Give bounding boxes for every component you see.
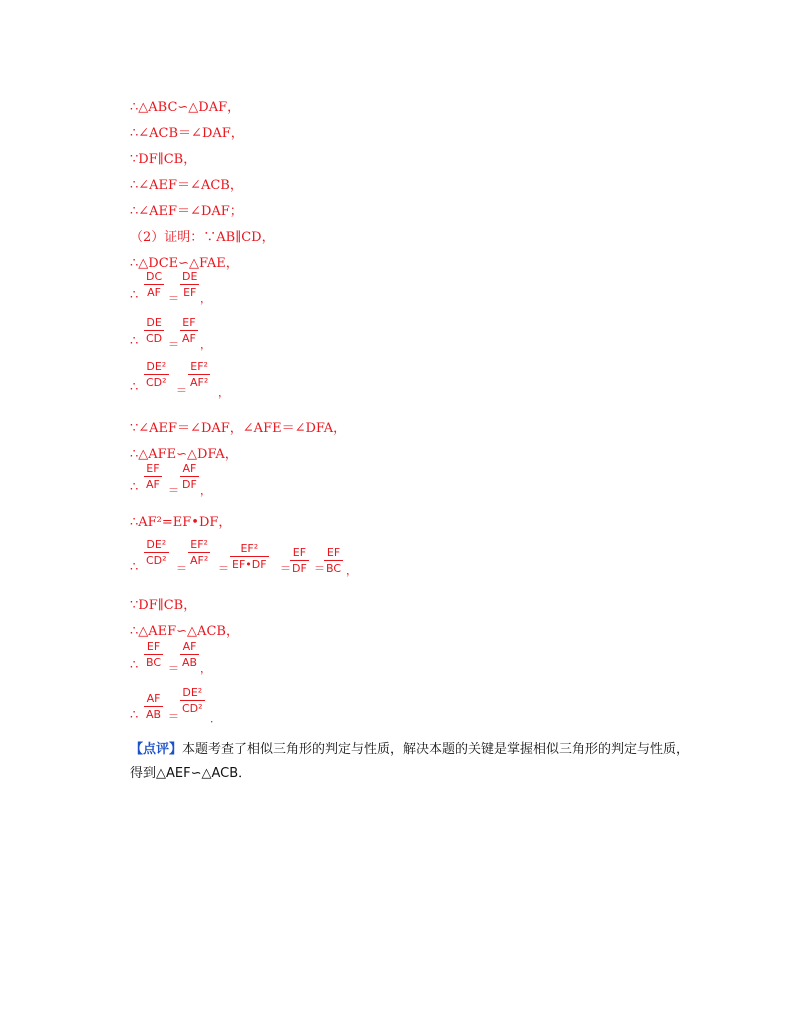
- therefore-symbol: ∴: [130, 380, 139, 395]
- proof-line: ∴△DCE∽△FAE，: [130, 256, 239, 271]
- equals-sign: ＝: [168, 484, 179, 497]
- fraction: [144, 360, 169, 389]
- therefore-symbol: ∴: [130, 560, 139, 575]
- equals-sign: ＝: [168, 338, 179, 351]
- punctuation: ，: [200, 484, 211, 497]
- punctuation: ，: [200, 338, 211, 351]
- numerator: EF: [326, 546, 341, 559]
- denominator: CD: [146, 332, 163, 345]
- denominator: AF²: [190, 376, 209, 389]
- numerator: DE: [146, 316, 162, 329]
- fraction: [144, 640, 163, 669]
- numerator: EF²: [240, 542, 259, 555]
- fraction: [180, 640, 199, 669]
- punctuation: ，: [218, 386, 229, 399]
- numerator: DC: [146, 270, 163, 283]
- proof-line: ∴∠ACB＝∠DAF，: [130, 126, 244, 141]
- punctuation: ，: [200, 292, 211, 305]
- denominator: AF: [147, 286, 161, 299]
- numerator: DE²: [182, 686, 203, 699]
- denominator: AF: [146, 478, 160, 491]
- denominator: CD²: [146, 376, 167, 389]
- numerator: DE: [182, 270, 198, 283]
- proof-line: ∴∠AEF＝∠DAF；: [130, 204, 243, 219]
- equals-sign: ＝: [176, 562, 187, 575]
- denominator: AB: [182, 656, 198, 669]
- equals-sign: ＝: [218, 562, 229, 575]
- denominator: AB: [146, 708, 162, 721]
- therefore-symbol: ∴: [130, 658, 139, 673]
- numerator: EF: [182, 316, 196, 329]
- numerator: EF: [146, 640, 161, 653]
- proof-line: ∵∠AEF＝∠DAF，∠AFE＝∠DFA，: [130, 421, 347, 436]
- fraction: [290, 546, 309, 575]
- fraction: [180, 686, 205, 715]
- denominator: EF: [183, 286, 197, 299]
- denominator: BC: [326, 562, 342, 575]
- therefore-symbol: ∴: [130, 708, 139, 723]
- fraction: [144, 270, 164, 299]
- therefore-symbol: ∴: [130, 334, 139, 349]
- fraction: [144, 692, 163, 721]
- equals-sign: ＝: [314, 562, 325, 575]
- denominator: DF: [292, 562, 307, 575]
- equals-sign: ＝: [176, 384, 187, 397]
- proof-line: ∵DF∥CB，: [130, 598, 197, 613]
- equals-sign: ＝: [168, 710, 179, 723]
- therefore-symbol: ∴: [130, 480, 139, 495]
- comment-body: 本题考查了相似三角形的判定与性质，解决本题的关键是掌握相似三角形的判定与性质，得到△AEF∽△ACB．: [130, 742, 690, 781]
- denominator: CD²: [146, 554, 167, 567]
- denominator: DF: [182, 478, 197, 491]
- fraction: [230, 542, 269, 571]
- comment-block: [130, 738, 690, 786]
- proof-line: ∴△ABC∽△DAF，: [130, 100, 241, 115]
- numerator: EF: [292, 546, 307, 559]
- proof-line: ∵DF∥CB，: [130, 152, 197, 167]
- proof-line: ∴△AEF∽△ACB，: [130, 624, 239, 639]
- fraction: [180, 316, 198, 345]
- punctuation: ，: [200, 662, 211, 675]
- numerator: DE²: [146, 538, 167, 551]
- punctuation: ．: [210, 712, 221, 725]
- numerator: EF²: [190, 360, 208, 373]
- fraction: [144, 538, 169, 567]
- fraction: [188, 360, 210, 389]
- numerator: AF: [146, 692, 161, 705]
- equals-sign: ＝: [168, 662, 179, 675]
- denominator: EF•DF: [232, 558, 267, 571]
- denominator: BC: [146, 656, 162, 669]
- fraction: [188, 538, 210, 567]
- fraction: [180, 270, 199, 299]
- numerator: AF: [182, 462, 197, 475]
- therefore-symbol: ∴: [130, 288, 139, 303]
- denominator: CD²: [182, 702, 203, 715]
- fraction: [324, 546, 343, 575]
- fraction: [144, 462, 162, 491]
- denominator: AF: [182, 332, 196, 345]
- proof-line: ∴∠AEF＝∠ACB，: [130, 178, 243, 193]
- proof-line: （2）证明：∵AB∥CD，: [130, 230, 275, 245]
- equals-sign: ＝: [168, 292, 179, 305]
- fraction: [144, 316, 164, 345]
- fraction: [180, 462, 199, 491]
- numerator: DE²: [146, 360, 167, 373]
- comment-tag: 【点评】: [130, 742, 183, 757]
- proof-line: ∴△AFE∽△DFA，: [130, 447, 238, 462]
- proof-line: ∴AF²=EF•DF，: [130, 515, 232, 530]
- numerator: AF: [182, 640, 197, 653]
- punctuation: ，: [346, 564, 357, 577]
- numerator: EF: [146, 462, 160, 475]
- equals-sign: ＝: [280, 562, 291, 575]
- numerator: EF²: [190, 538, 208, 551]
- denominator: AF²: [190, 554, 209, 567]
